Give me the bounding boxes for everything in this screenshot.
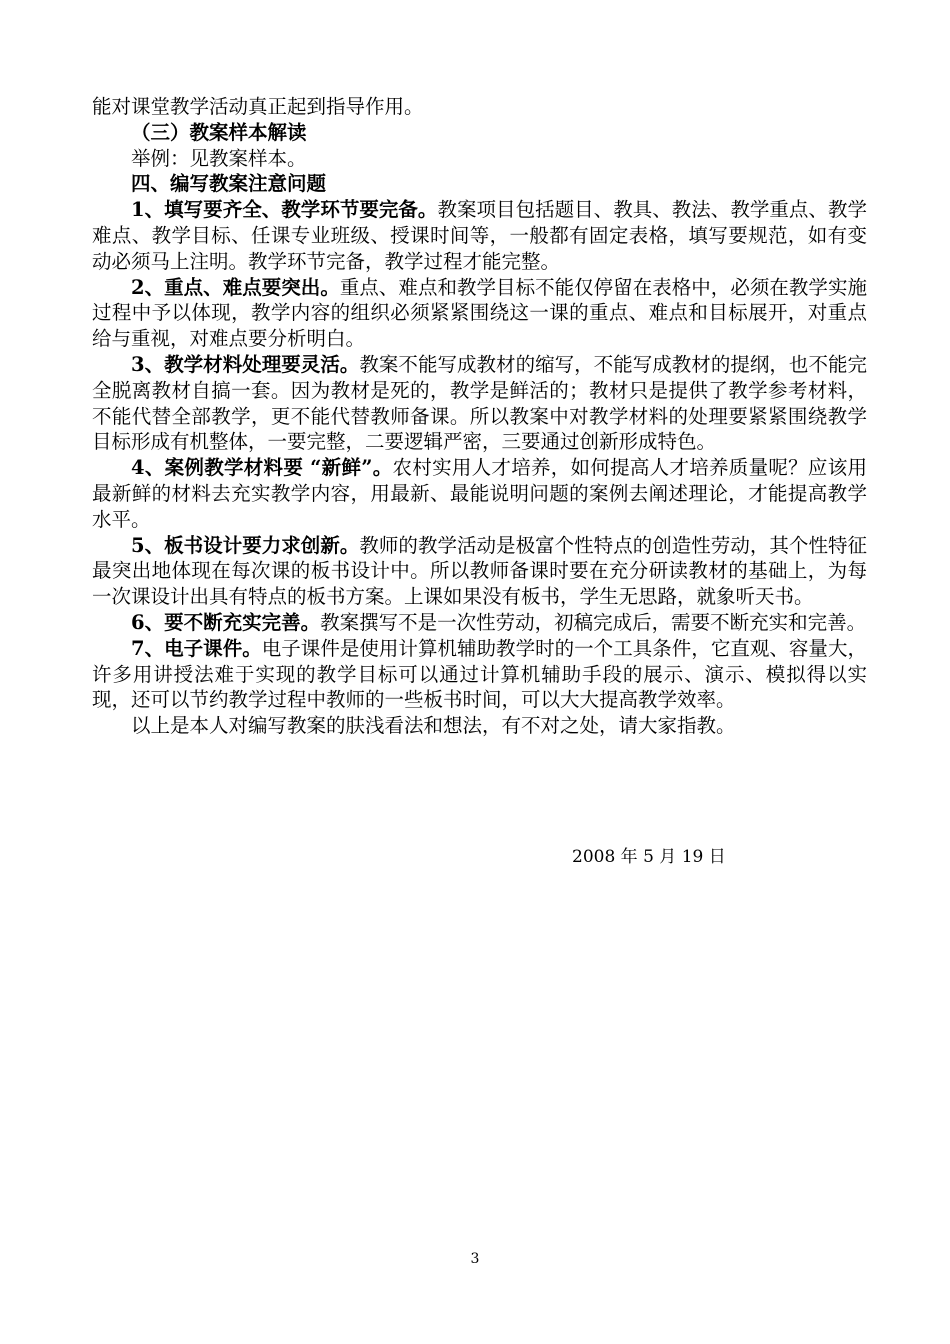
item-title-3: 3、教学材料处理要灵活。 [131,352,360,376]
item-paragraph-1 [92,197,867,274]
item-body-5: 教师的教学活动是极富个性特点的创造性劳动，其个性特征最突出地体现在每次课的板书设计中。所以教师备课时要在充分研读教材的基础上，为每一次课设计出具有特点的板书方案。上课如果没有板书，学生无思路，就象听天书。 [92,533,867,609]
item-paragraph-5 [92,533,867,610]
item-paragraph-7 [92,636,867,713]
closing-paragraph: 以上是本人对编写教案的肤浅看法和想法，有不对之处，请大家指教。 [131,714,736,738]
page-number: 3 [470,1251,480,1267]
section-heading-4: 四、编写教案注意问题 [131,172,327,196]
item-body-7: 电子课件是使用计算机辅助教学时的一个工具条件，它直观、容量大，许多用讲授法难于实现的教学目标可以通过计算机辅助手段的展示、演示、模拟得以实现，还可以节约教学过程中教师的一些板书时间，可以大大提高教学效率。 [92,636,867,712]
item-paragraph-4 [92,455,867,532]
example-paragraph: 举例：见教案样本。 [131,146,307,170]
item-paragraph-6 [92,610,867,636]
item-body-4: 农村实用人才培养，如何提高人才培养质量呢？应该用最新鲜的材料去充实教学内容，用最新、最能说明问题的案例去阐述理论，才能提高教学水平。 [92,456,867,531]
item-title-6: 6、要不断充实完善。 [131,610,321,634]
item-title-7: 7、电子课件。 [131,636,262,660]
item-title-4: 4、案例教学材料要 “新鲜”。 [131,456,393,480]
item-paragraph-3 [92,352,867,455]
continued-paragraph: 能对课堂教学活动真正起到指导作用。 [92,95,424,118]
item-body-1: 教案项目包括题目、教具、教法、教学重点、教学难点、教学目标、任课专业班级、授课时间等，一般都有固定表格，填写要规范，如有变动必须马上注明。教学环节完备，教学过程才能完整。 [92,198,867,273]
item-title-5: 5、板书设计要力求创新。 [131,533,360,557]
item-title-1: 1、填写要齐全、教学环节要完备。 [131,198,438,222]
document-date: 2008 年 5 月 19 日 [572,847,726,867]
item-body-2: 重点、难点和教学目标不能仅停留在表格中，必须在教学实施过程中予以体现，教学内容的组织必须紧紧围绕这一课的重点、难点和目标展开，对重点给与重视，对难点要分析明白。 [92,275,867,351]
item-paragraph-2 [92,275,867,352]
item-body-6: 教案撰写不是一次性劳动，初稿完成后，需要不断充实和完善。 [320,610,867,634]
document-body [92,94,867,739]
item-body-3: 教案不能写成教材的缩写，不能写成教材的提纲，也不能完全脱离教材自搞一套。因为教材是死的，教学是鲜活的；教材只是提供了教学参考材料，不能代替全部教学，更不能代替教师备课。所以教案中对教学材料的处理要紧紧围绕教学目标形成有机整体，一要完整，二要逻辑严密，三要通过创新形成特色。 [92,352,867,454]
section-heading-3: （三）教案样本解读 [131,120,307,144]
item-title-2: 2、重点、难点要突出。 [131,275,340,299]
